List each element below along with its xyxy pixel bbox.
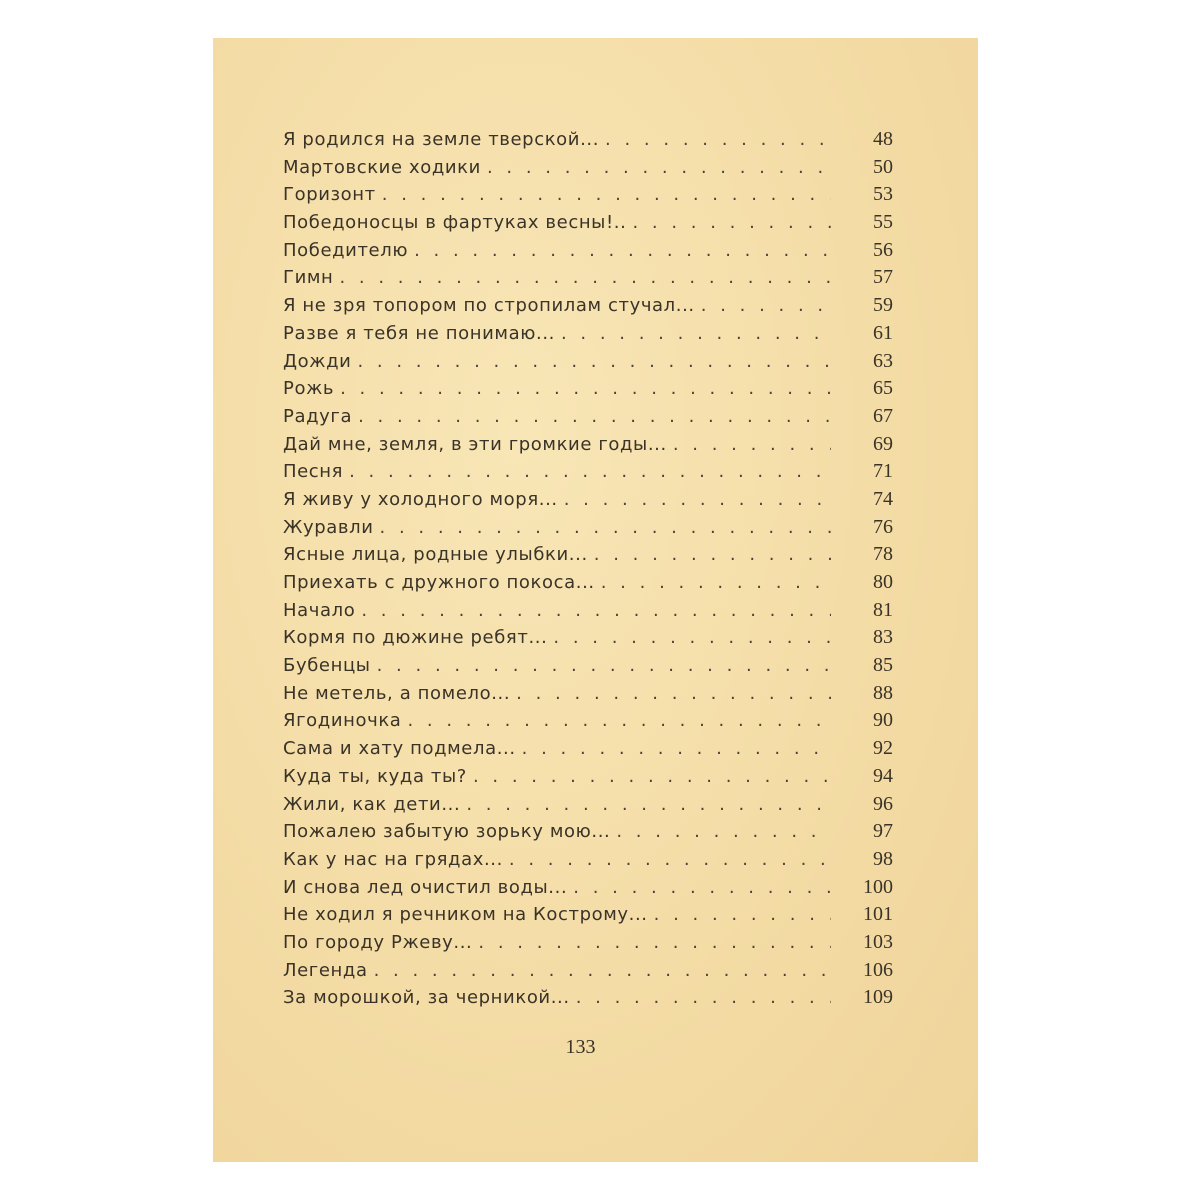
toc-entry-title: По городу Ржеву... [283,931,473,953]
toc-entry [283,959,893,987]
dot-leader [516,683,831,704]
dot-leader [601,572,831,593]
toc-entry [283,350,893,378]
toc-entry-title: Я не зря топором по стропилам стучал... [283,295,695,317]
toc-entry-title: Ясные лица, родные улыбки... [283,544,588,566]
toc-entry-page: 85 [873,654,893,677]
toc-entry [283,682,893,710]
page-number: 133 [565,1036,596,1058]
toc-entry-page: 88 [873,681,893,704]
toc-entry [283,322,893,350]
dot-leader [576,987,831,1008]
toc-entry-title: За морошкой, за черникой... [283,987,570,1009]
toc-entry [283,516,893,544]
toc-entry-page: 50 [873,155,893,178]
toc-entry-title: Сама и хату подмела... [283,738,516,760]
toc-entry [283,848,893,876]
toc-entry-page: 80 [873,571,893,593]
toc-entry-title: Гимн [283,267,334,289]
dot-leader [414,240,831,261]
toc-entry-title: Приехать с дружного покоса... [283,572,595,593]
toc-entry [283,488,893,516]
toc-entry-page: 96 [873,792,893,815]
toc-entry-page: 81 [873,598,893,621]
toc-entry-page: 101 [863,903,893,926]
toc-entry [283,599,893,627]
dot-leader [594,544,831,565]
toc-entry-page: 65 [873,377,893,400]
toc-entry [283,876,893,904]
toc-entry-title: Ягодиночка [283,710,402,732]
dot-leader [487,157,831,178]
toc-entry [283,294,893,322]
toc-entry [283,128,893,156]
dot-leader [509,849,831,870]
toc-entry-title: Не ходил я речником на Кострому... [283,904,648,926]
dot-leader [382,184,831,205]
toc-entry-title: Радуга [283,405,353,427]
toc-entry-page: 109 [863,986,893,1009]
toc-entry [283,709,893,737]
dot-leader [654,904,831,925]
toc-entry [283,931,893,959]
dot-leader [553,627,831,648]
toc-entry-page: 76 [873,515,893,538]
toc-entry [283,737,893,765]
toc-entry-page: 103 [863,930,893,953]
toc-entry [283,156,893,184]
dot-leader [377,655,831,676]
toc-entry-title: Жили, как дети... [283,793,461,815]
toc-entry [283,793,893,821]
toc-entry-page: 97 [873,820,893,843]
toc-entry-page: 59 [873,294,893,317]
toc-entry-title: Пожалею забытую зорьку мою... [283,821,611,843]
toc-entry [283,543,893,571]
toc-entry [283,433,893,461]
toc-entry-title: Песня [283,461,344,483]
toc-entry-page: 74 [873,487,893,510]
dot-leader [478,932,831,953]
dot-leader [407,710,831,731]
toc-entry-title: Куда ты, куда ты? [283,765,467,787]
toc-entry [283,183,893,211]
toc-entry-page: 98 [873,847,893,870]
dot-leader [349,461,831,482]
toc-entry-page: 94 [873,764,893,787]
toc-entry-title: Мартовские ходики [283,156,481,178]
dot-leader [361,600,831,621]
toc-entry-title: Как у нас на грядах... [283,848,503,870]
toc-entry-page: 67 [873,404,893,427]
toc-entry-title: Журавли [283,516,374,538]
toc-entry-title: Победоносцы в фартуках весны!.. [283,212,627,234]
toc-entry [283,820,893,848]
toc-entry [283,626,893,654]
toc-entry-page: 56 [873,238,893,261]
dot-leader [358,406,831,427]
toc-entry [283,239,893,267]
toc-entry-title: Бубенцы [283,655,371,677]
dot-leader [673,434,831,455]
toc-entry [283,377,893,405]
toc-entry-page: 48 [873,128,893,150]
toc-entry-page: 78 [873,543,893,566]
book-page [213,38,978,1162]
toc-entry-page: 90 [873,709,893,732]
dot-leader [605,129,831,150]
toc-entry-title: Разве я тебя не понимаю... [283,322,555,344]
toc-entry-page: 61 [873,321,893,344]
toc-entry [283,405,893,433]
toc-entry-title: Кормя по дюжине ребят... [283,627,548,649]
dot-leader [380,517,831,538]
dot-leader [701,295,831,316]
toc-entry-page: 63 [873,349,893,372]
toc-entry-page: 71 [873,460,893,483]
dot-leader [374,960,831,981]
dot-leader [564,489,831,510]
dot-leader [466,794,831,815]
dot-leader [357,351,831,372]
dot-leader [632,212,831,233]
toc-entry-title: Рожь [283,378,335,400]
toc-entry-title: Дай мне, земля, в эти громкие годы... [283,433,667,455]
toc-entry-page: 106 [863,958,893,981]
toc-entry-page: 83 [873,626,893,649]
toc-entry-page: 53 [873,183,893,206]
toc-entry-title: Начало [283,599,356,621]
toc-entry [283,903,893,931]
dot-leader [561,323,831,344]
dot-leader [339,267,831,288]
toc-entry-title: Я живу у холодного моря... [283,488,558,510]
toc-entry-title: Дожди [283,350,352,372]
dot-leader [340,378,831,399]
dot-leader [473,766,831,787]
toc-entry [283,765,893,793]
toc-entry [283,266,893,294]
toc-entry-page: 69 [873,432,893,455]
toc-entry-page: 55 [873,211,893,234]
toc-entry [283,571,893,599]
toc-entry-title: Победителю [283,239,409,261]
toc-entry-title: Горизонт [283,184,376,206]
toc-entry-page: 57 [873,266,893,289]
toc-entry [283,211,893,239]
toc-entry-title: И снова лед очистил воды... [283,876,568,898]
toc-entry [283,986,893,1014]
toc-entry [283,654,893,682]
table-of-contents [283,128,893,1014]
toc-entry-title: Я родился на земле тверской... [283,129,600,150]
toc-entry-title: Не метель, а помело... [283,682,511,704]
toc-entry [283,460,893,488]
toc-entry-title: Легенда [283,959,368,981]
toc-entry-page: 92 [873,737,893,760]
dot-leader [522,738,831,759]
dot-leader [616,821,831,842]
toc-entry-page: 100 [863,875,893,898]
dot-leader [573,877,831,898]
